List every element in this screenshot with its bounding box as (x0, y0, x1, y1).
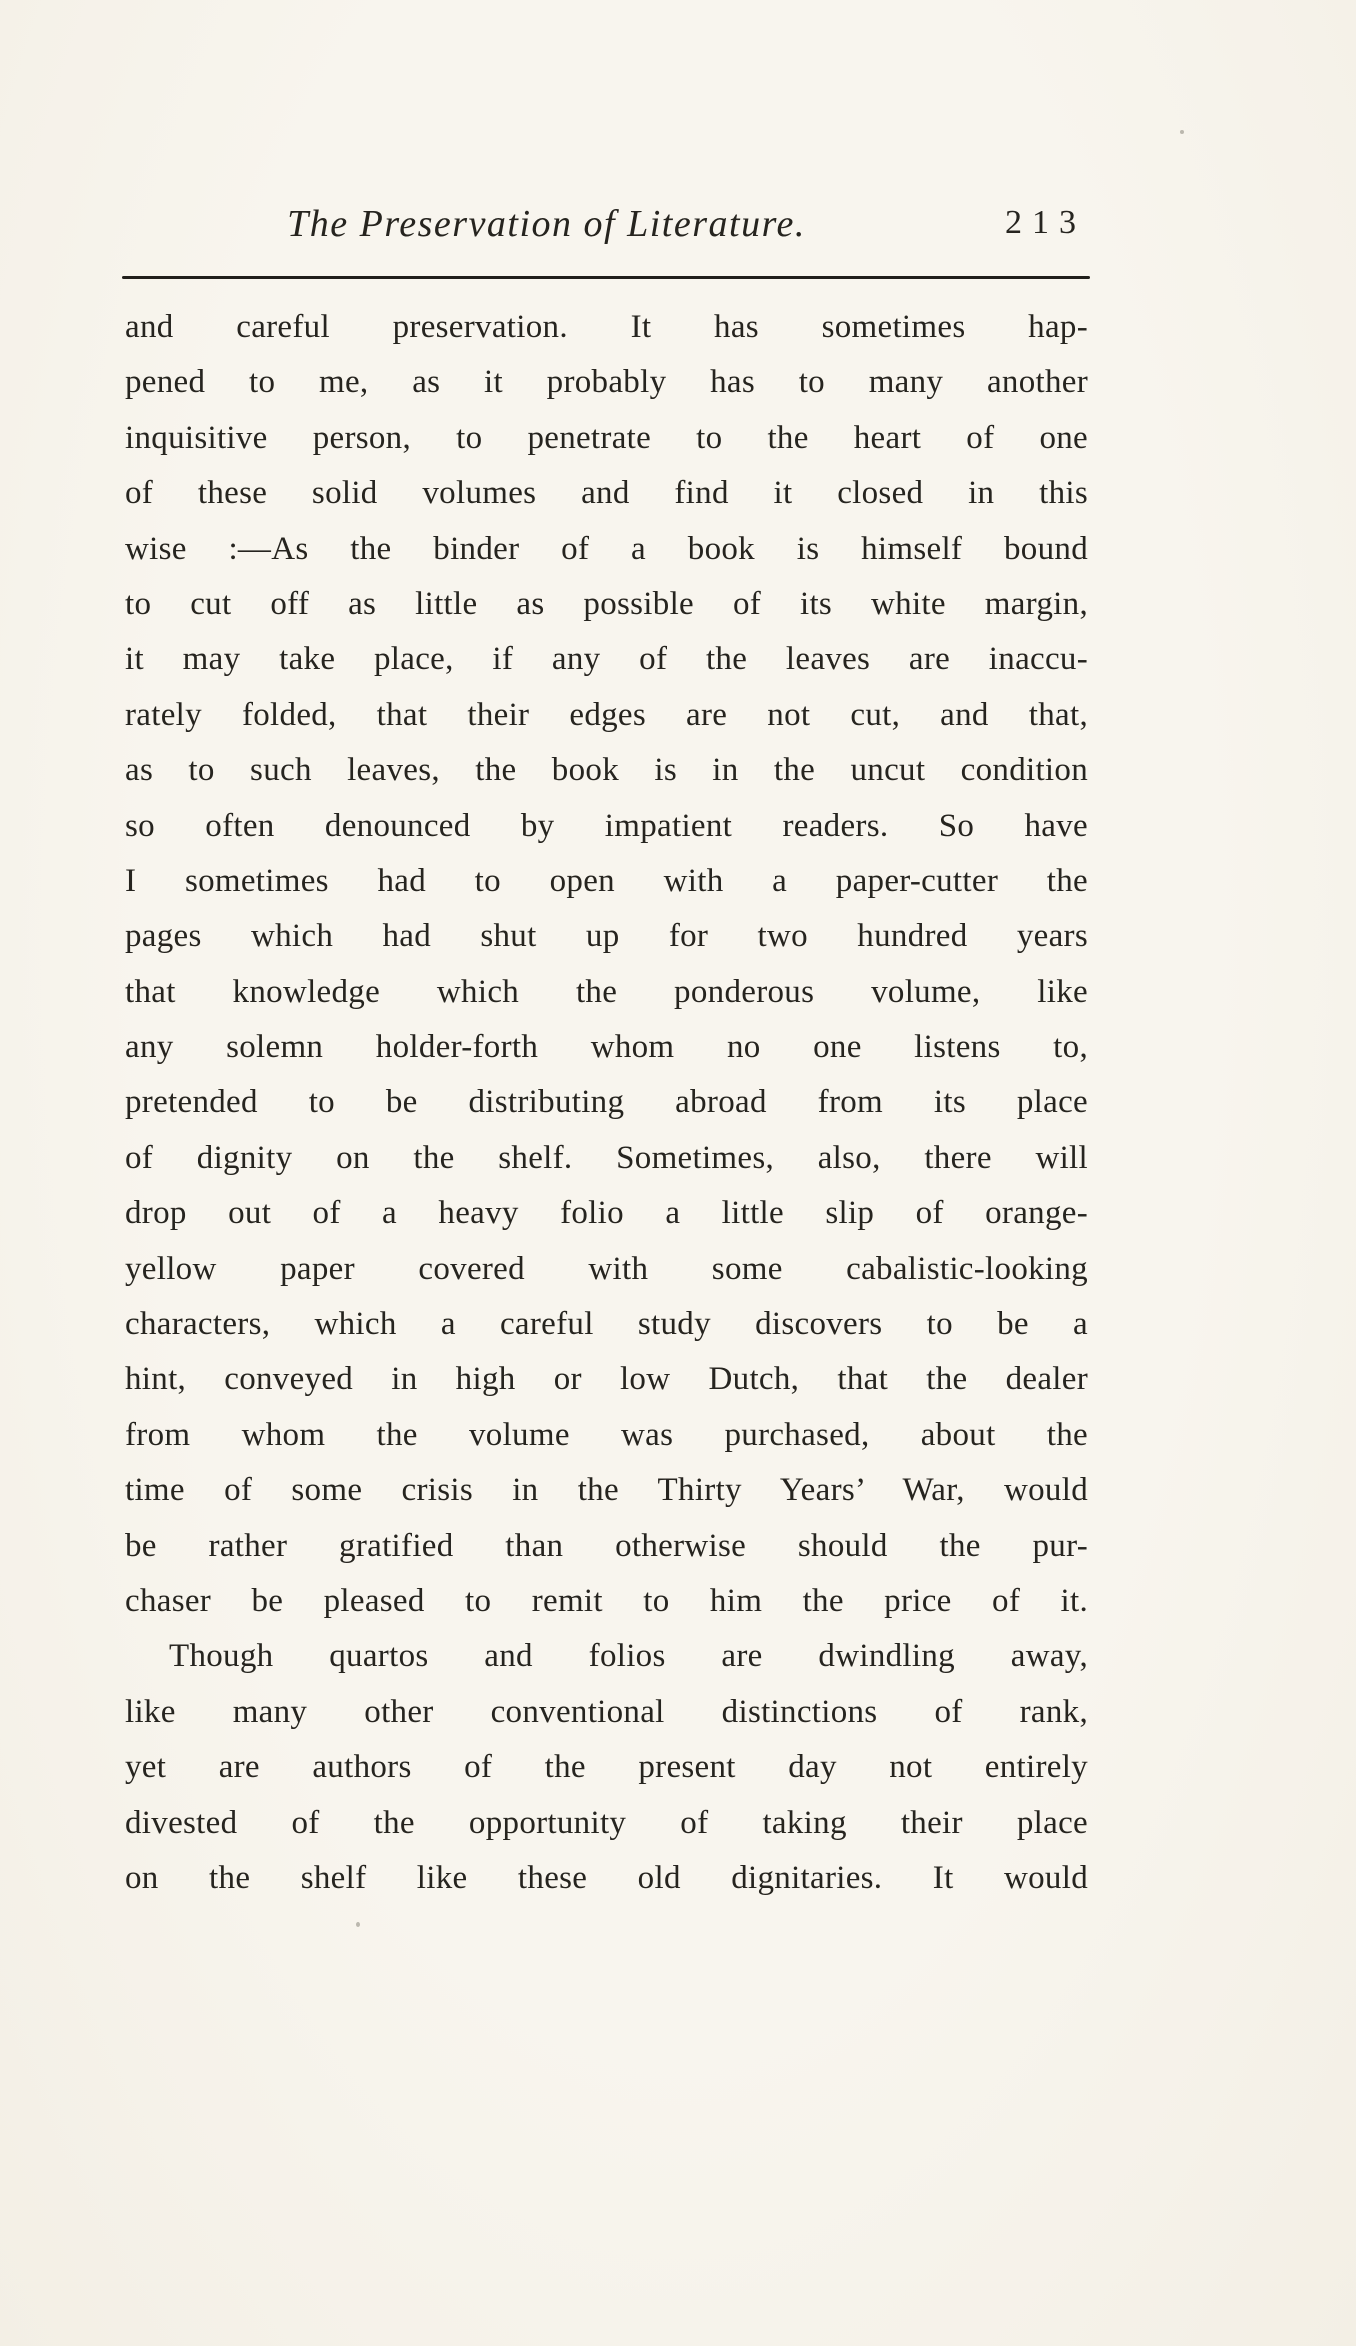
body-line: like many other conventional distinctions of rank, (125, 1693, 1088, 1730)
body-line-paragraph-start: Though quartos and folios are dwindling away, (169, 1638, 1088, 1675)
body-line: and careful preservation. It has sometimes hap- (125, 309, 1088, 345)
body-line: so often denounced by impatient readers. So have (125, 807, 1088, 844)
page-header (125, 202, 1088, 262)
body-line: of dignity on the shelf. Sometimes, also, there will (125, 1139, 1088, 1176)
body-line: as to such leaves, the book is in the uncut condition (125, 752, 1088, 789)
body-text (125, 300, 1088, 1906)
body-line: time of some crisis in the Thirty Years’ War, would (125, 1472, 1088, 1509)
body-line: wise :—As the binder of a book is himself bound (125, 530, 1088, 567)
body-line: chaser be pleased to remit to him the price of it. (125, 1582, 1088, 1619)
scan-speck (1180, 130, 1184, 134)
body-line: rately folded, that their edges are not cut, and that, (125, 696, 1088, 733)
body-line: pretended to be distributing abroad from its place (125, 1084, 1088, 1121)
body-line: yellow paper covered with some cabalistic-looking (125, 1250, 1088, 1287)
header-divider-rule (122, 276, 1090, 279)
body-line: yet are authors of the present day not entirely (125, 1749, 1088, 1786)
body-line: drop out of a heavy folio a little slip of orange- (125, 1195, 1088, 1232)
page-number: 213 (1005, 204, 1086, 241)
body-line: of these solid volumes and find it closed in this (125, 475, 1088, 512)
body-line: pened to me, as it probably has to many another (125, 364, 1088, 401)
body-line: divested of the opportunity of taking their place (125, 1804, 1088, 1841)
body-line: inquisitive person, to penetrate to the heart of one (125, 419, 1088, 456)
body-line: hint, conveyed in high or low Dutch, that the dealer (125, 1361, 1088, 1398)
body-line: from whom the volume was purchased, about the (125, 1416, 1088, 1453)
body-line: be rather gratified than otherwise should the pur- (125, 1527, 1088, 1564)
body-line: on the shelf like these old dignitaries. It would (125, 1859, 1088, 1896)
body-line: it may take place, if any of the leaves are inaccu- (125, 641, 1088, 678)
body-line: that knowledge which the ponderous volume, like (125, 973, 1088, 1010)
body-line: characters, which a careful study discovers to be a (125, 1306, 1088, 1343)
running-title: The Preservation of Literature. (287, 203, 806, 245)
body-line: pages which had shut up for two hundred years (125, 918, 1088, 955)
scan-speck (356, 1922, 360, 1927)
body-line: to cut off as little as possible of its white margin, (125, 585, 1088, 622)
body-line: I sometimes had to open with a paper-cutter the (125, 862, 1088, 899)
body-line: any solemn holder-forth whom no one listens to, (125, 1029, 1088, 1066)
